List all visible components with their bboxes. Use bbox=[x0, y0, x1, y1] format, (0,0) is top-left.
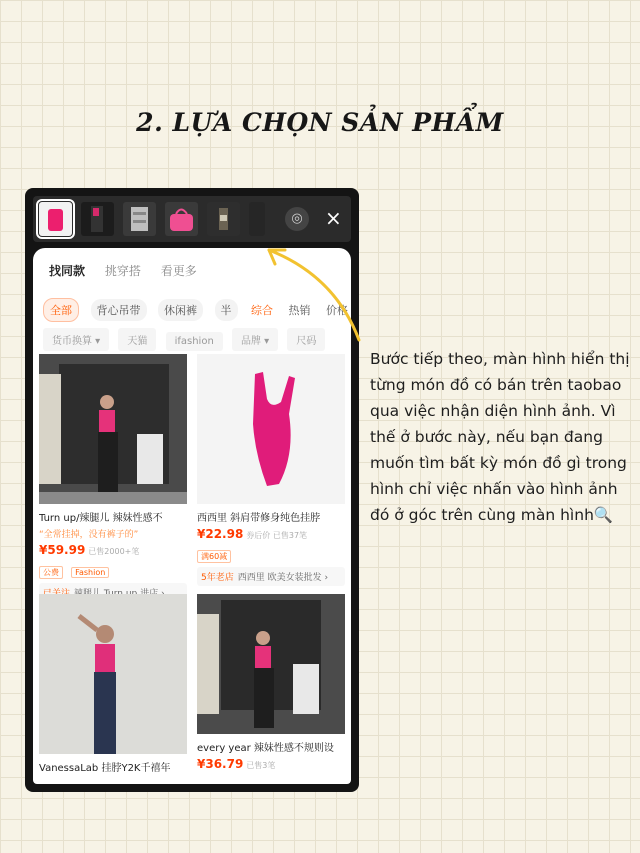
product-image bbox=[39, 594, 187, 754]
product-price: ¥36.79 已售3笔 bbox=[197, 757, 276, 771]
product-card[interactable] bbox=[197, 354, 345, 586]
product-title: VanessaLab 挂脖Y2K千禧年 bbox=[39, 763, 171, 774]
product-image bbox=[197, 594, 345, 734]
thumb-pink-top[interactable] bbox=[39, 202, 72, 236]
filter-ifashion[interactable]: ifashion bbox=[166, 332, 223, 351]
filter-size[interactable]: 尺码 bbox=[287, 328, 325, 351]
tab-outfits[interactable]: 挑穿搭 bbox=[104, 264, 141, 278]
filter-partial[interactable]: 半 bbox=[215, 299, 238, 321]
filter-camisole[interactable]: 背心吊带 bbox=[91, 299, 147, 321]
search-icon[interactable]: ◎ bbox=[285, 207, 309, 231]
tag: 公费 bbox=[39, 566, 63, 579]
close-icon[interactable]: × bbox=[325, 206, 342, 230]
product-price: ¥22.98 券后价 已售37笔 bbox=[197, 527, 308, 541]
filter-all[interactable]: 全部 bbox=[43, 298, 79, 322]
tag: Fashion bbox=[71, 567, 109, 578]
product-tags bbox=[39, 560, 187, 579]
sort-bestselling[interactable]: 热销 bbox=[288, 304, 311, 317]
pointer-arrow bbox=[255, 236, 365, 346]
thumb-shelf[interactable] bbox=[123, 202, 156, 236]
tab-find-same[interactable]: 找同款 bbox=[49, 264, 86, 278]
sort-comprehensive[interactable]: 综合 bbox=[251, 304, 273, 317]
filter-tmall[interactable]: 天猫 bbox=[118, 328, 156, 351]
product-image bbox=[197, 354, 345, 504]
section-headline: 2. LỰA CHỌN SẢN PHẨM bbox=[136, 108, 504, 137]
tag: 满60减 bbox=[197, 550, 231, 563]
product-tags bbox=[197, 544, 345, 563]
thumb-black-pants[interactable] bbox=[81, 202, 114, 236]
product-card[interactable] bbox=[39, 354, 187, 602]
product-title: 西西里 斜肩带修身纯色挂脖 bbox=[197, 513, 321, 524]
thumb-bottle[interactable] bbox=[207, 202, 240, 236]
filter-brand[interactable]: 品牌 ▾ bbox=[232, 328, 278, 351]
product-card[interactable] bbox=[39, 594, 187, 774]
product-note: “全常挂掉，没有裤子的” bbox=[39, 530, 139, 540]
product-image bbox=[39, 354, 187, 504]
sort-price[interactable]: 价格 bbox=[326, 304, 348, 317]
filter-currency[interactable]: 货币换算 ▾ bbox=[43, 328, 109, 351]
product-card[interactable] bbox=[197, 594, 345, 771]
product-price: ¥59.99 已售2000+笔 bbox=[39, 543, 140, 557]
instruction-text: Bước tiếp theo, màn hình hiển thị từng món đồ có bán trên taobao qua việc nhận diện hình ảnh. Vì thế ở bước này, nếu bạn đang muốn tìm bất kỳ món đồ gì trong hình chỉ việc nhấn vào hình ảnh đó ở góc trên cùng màn hình🔍 bbox=[370, 350, 630, 524]
filter-casual-pants[interactable]: 休闲裤 bbox=[158, 299, 203, 321]
thumb-pink-bag[interactable] bbox=[165, 202, 198, 236]
product-title: every year 辣妹性感不规则设 bbox=[197, 743, 334, 754]
tab-see-more[interactable]: 看更多 bbox=[160, 264, 197, 278]
result-tabs bbox=[49, 262, 213, 279]
product-title: Turn up/辣腿儿 辣妹性感不 bbox=[39, 513, 163, 524]
thumb-partial[interactable] bbox=[249, 202, 265, 236]
shop-row[interactable]: 5年老店 西西里 欧美女装批发 › bbox=[197, 567, 345, 586]
